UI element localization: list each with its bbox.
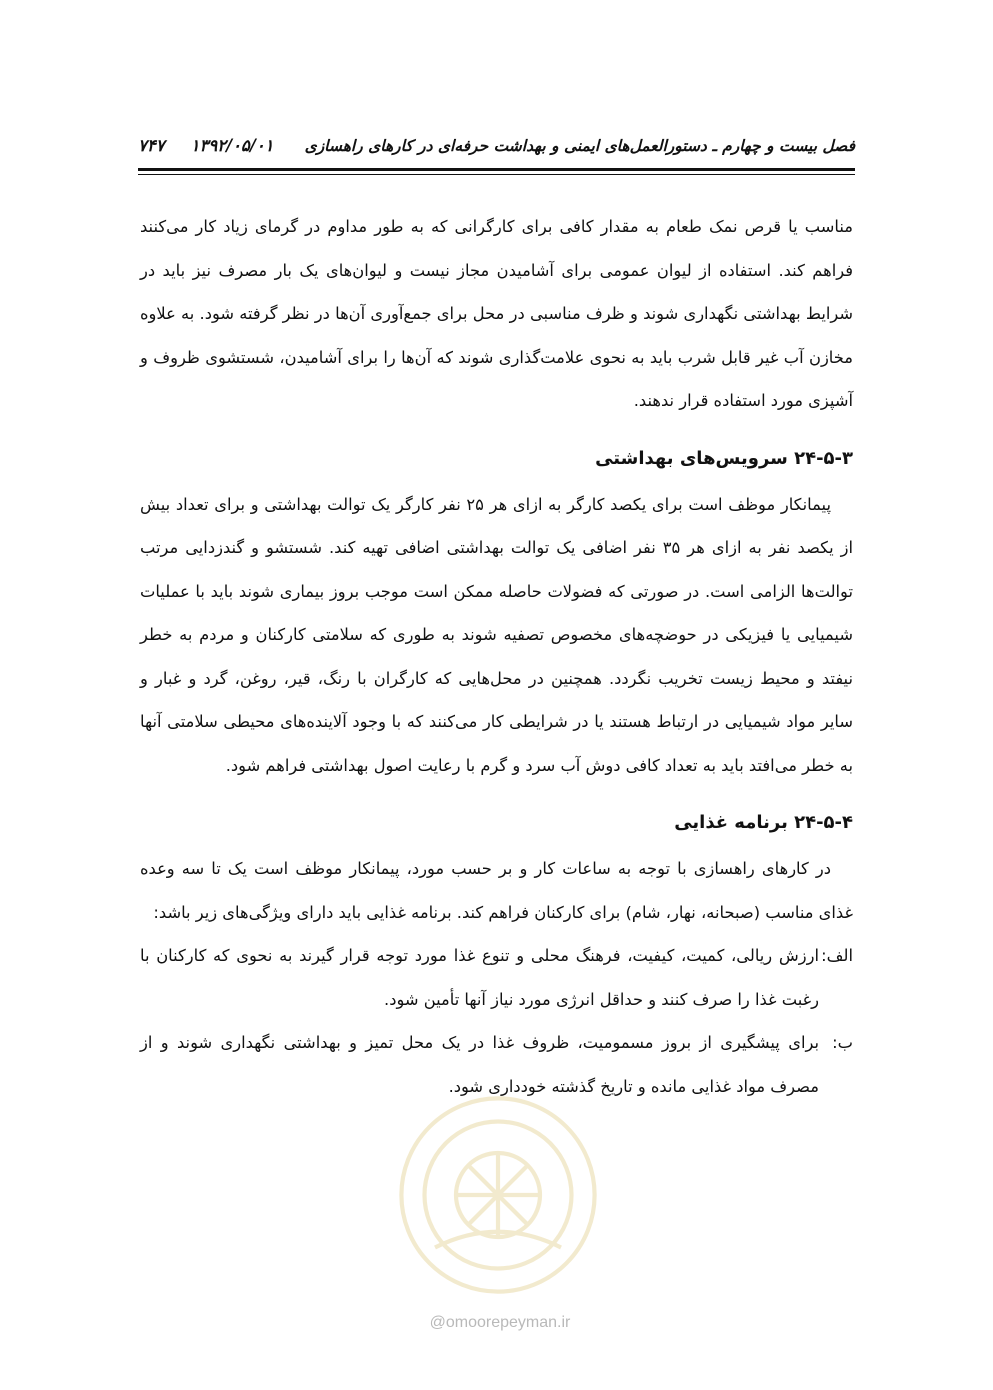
header-rule-thin (138, 174, 855, 175)
page-number: ۷۴۷ (138, 135, 165, 155)
list-item (140, 934, 853, 1021)
header-date: ۱۳۹۲/۰۵/۰۱ (190, 135, 274, 155)
paragraph-drinking-water: مناسب یا قرص نمک طعام به مقدار کافی برای کارگرانی که به طور مداوم در گرمای زیاد کار می‌کنند فراهم کند. استفاده از لیوان عمومی برای آشامیدن مجاز نیست و لیوان‌های یک بار مصرف نیز باید در شرایط بهداشتی نگهداری شوند و ظرف مناسبی در محل برای جمع‌آوری آن‌ها در نظر گرفته شود. به علاوه مخازن آب غیر قابل شرب باید به نحوی علامت‌گذاری شوند که آن‌ها را برای آشامیدن، شستشوی ظروف و آشپزی مورد استفاده قرار ندهند. (140, 217, 853, 410)
list-item (140, 1021, 853, 1108)
list-marker: ب: (832, 1033, 853, 1052)
list-item-text: ارزش ریالی، کمیت، کیفیت، فرهنگ محلی و تنوع غذا مورد توجه قرار گیرند به نحوی که کارکنان با رغبت غذا را صرف کنند و حداقل انرژی مورد نیاز آنها تأمین شود. (140, 946, 819, 1009)
watermark-url: @omoorepeyman.ir (429, 1314, 571, 1331)
list-marker: الف: (821, 946, 853, 965)
paragraph-sanitary-services: پیمانکار موظف است برای یکصد کارگر به ازای هر ۲۵ نفر کارگر یک توالت بهداشتی و برای تعداد بیش از یکصد نفر به ازای هر ۳۵ نفر اضافی یک توالت بهداشتی اضافی تهیه کند. شستشو و گندزدایی مرتب توالت‌ها الزامی است. در صورتی که فضولات حاصله ممکن است موجب بروز بیماری شوند باید با عملیات شیمیایی یا فیزیکی در حوضچه‌های مخصوص تصفیه شوند به طوری که سلامتی کارکنان و مردم به خطر نیفتد و محیط زیست تخریب نگردد. همچنین در محل‌هایی که کارگران با رنگ، قیر، روغن، گرد و غبار و سایر مواد شیمیایی در ارتباط هستند یا در شرایطی کار می‌کنند که با وجود آلاینده‌های محیطی سلامتی آنها به خطر می‌افتد باید به تعداد کافی دوش آب سرد و گرم با رعایت اصول بهداشتی فراهم شود. (140, 494, 854, 775)
paragraph-food-program: در کارهای راهسازی با توجه به ساعات کار و بر حسب مورد، پیمانکار موظف است یک تا سه وعده غذای مناسب (صبحانه، نهار، شام) برای کارکنان فراهم کند. برنامه غذایی باید دارای ویژگی‌های زیر باشد: (140, 859, 853, 922)
list-item-text: برای پیشگیری از بروز مسمومیت، ظروف غذا در یک محل تمیز و بهداشتی نگهداری شوند و از مصرف مواد غذایی مانده و تاریخ گذشته خودداری شود. (140, 1033, 819, 1096)
header-rule-thick (138, 168, 855, 171)
section-heading-food-program: ۲۴-۵-۴ برنامه غذایی (674, 812, 853, 833)
body-content (140, 205, 853, 1108)
section-heading-sanitary-services: ۲۴-۵-۳ سرویس‌های بهداشتی (595, 447, 853, 469)
header-title: فصل بیست و چهارم ـ دستورالعمل‌های ایمنی و بهداشت حرفه‌ای در کارهای راهسازی (304, 135, 855, 155)
header-meta (138, 136, 274, 155)
watermark-seal-icon (393, 1090, 603, 1300)
running-header (138, 128, 855, 162)
